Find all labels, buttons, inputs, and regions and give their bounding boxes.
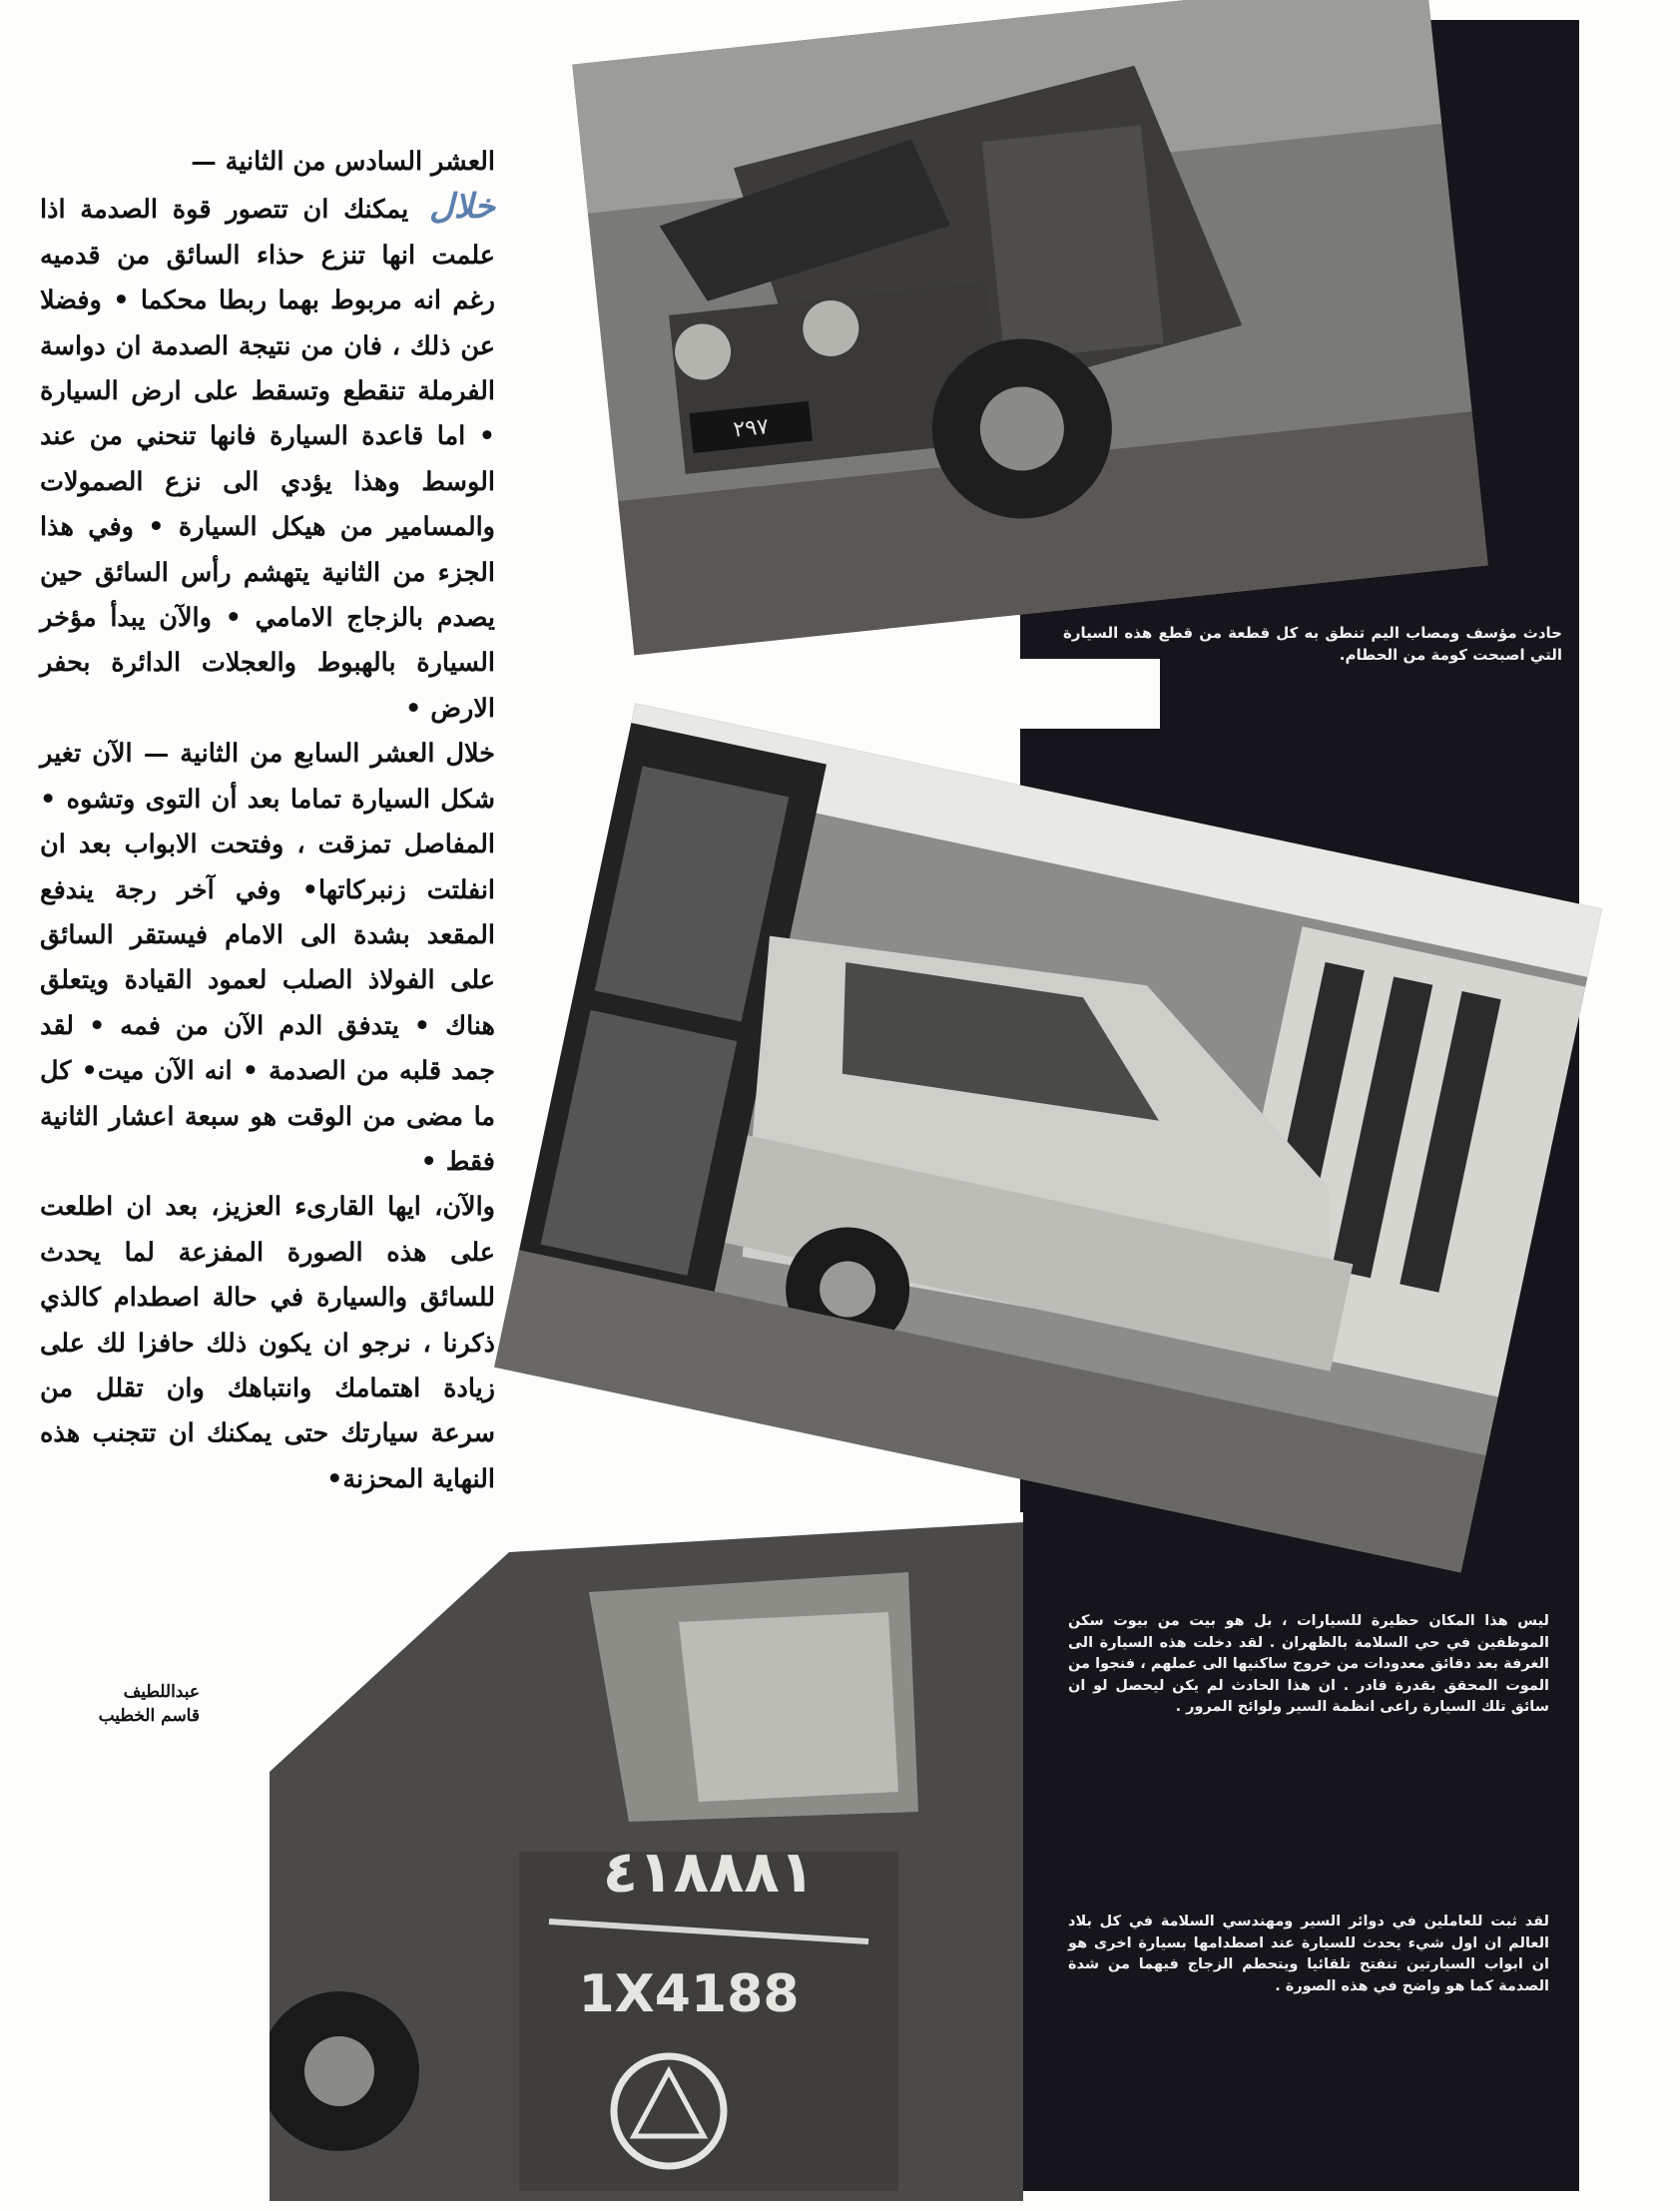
author-line-1: عبداللطيف xyxy=(123,1682,200,1702)
caption-car-in-house: ليس هذا المكان حظيرة للسيارات ، بل هو بيت من بيوت سكن الموظفين في حي السلامة بالظهران . لقد دخلت هذه السيارة الى الغرفة بعد دقائق معدودات من خروج ساكنيها الى عملهم ، فنجوا من الموت المحقق بقدرة قادر . ان هذا الحادث لم يكن ليحصل لو ان سائق تلك السيارة راعى انظمة السير ولوائح المرور . xyxy=(1068,1613,1549,1716)
paragraph-closing xyxy=(40,1185,495,1502)
band-notch xyxy=(1020,659,1160,729)
p1-heading: العشر السادس من الثانية — xyxy=(191,147,495,177)
p2-body: الآن تغير شكل السيارة تماما بعد أن التوى وتشوه • المفاصل تمزقت ، وفتحت الابواب بعد ان انفلتت زنبركاتها• وفي آخر رجة يندفع المقعد بشدة الى الامام فيستقر السائق على الفولاذ الصلب لعمود القيادة ويتعلق هناك • يتدفق الدم الآن من فمه • لقد جمد قلبه من الصدمة • انه الآن ميت• كل ما مضى من الوقت هو سبعة اعشار الثانية فقط • xyxy=(40,739,495,1177)
caption-truck: حادث مؤسف ومصاب اليم تنطق به كل قطعة من قطع هذه السيارة التي اصبحت كومة من الحطام. xyxy=(1063,624,1562,664)
lead-word: خلال xyxy=(428,187,495,228)
door-arabic-number: ٤١٨٨٨١ xyxy=(602,1838,816,1906)
door-latin-number: 1X4188 xyxy=(578,1964,800,2024)
p1-body: يمكنك ان تتصور قوة الصدمة اذا علمت انها تنزع حذاء السائق من قدميه رغم انه مربوط بهما ربطا محكما • وفضلا عن ذلك ، فان من نتيجة الصدمة ان دواسة الفرملة تنقطع وتسقط على ارض السيارة • اما قاعدة السيارة فانها تنحني من عند الوسط وهذا يؤدي الى نزع الصمولات والمسامير من هيكل السيارة • وفي هذا الجزء من الثانية يتهشم رأس السائق حين يصدم بالزجاج الامامي • والآن يبدأ مؤخر السيارة بالهبوط والعجلات الدائرة بحفر الارض • xyxy=(40,195,495,724)
photo-wrecked-truck xyxy=(572,0,1487,655)
truck-illustration xyxy=(572,0,1487,655)
taxi-illustration xyxy=(270,1512,1023,2201)
p2-heading: خلال العشر السابع من الثانية — xyxy=(143,739,495,770)
p3-body: والآن، ايها القارىء العزيز، بعد ان اطلعت على هذه الصورة المفزعة لما يحدث للسائق والسيارة في حالة اصطدام كالذي ذكرنا ، نرجو ان يكون ذلك حافزا لك على زيادة اهتمامك وانتباهك وان تقلل من سرعة سيارتك حتى يمكنك ان تتجنب هذه النهاية المحزنة• xyxy=(40,1192,495,1494)
photo-damaged-taxi xyxy=(270,1512,1023,2201)
caption-taxi: لقد ثبت للعاملين في دوائر السير ومهندسي السلامة في كل بلاد العالم ان اول شيء يحدث للسيارة عند اصطدامها بسيارة اخرى هو ان ابواب السيارتين تنفتح تلقائيا ويتحطم الزجاج فيهما من شدة الصدمة كما هو واضح في هذه الصورة . xyxy=(1068,1914,1549,1994)
article-body xyxy=(40,140,495,1502)
paragraph-seventh-tenth xyxy=(40,732,495,1185)
author-line-2: قاسم الخطيب xyxy=(98,1706,200,1726)
author-signature xyxy=(40,1680,200,1728)
paragraph-sixth-tenth xyxy=(40,140,495,732)
truck-plate: ٢٩٧ xyxy=(732,414,771,443)
